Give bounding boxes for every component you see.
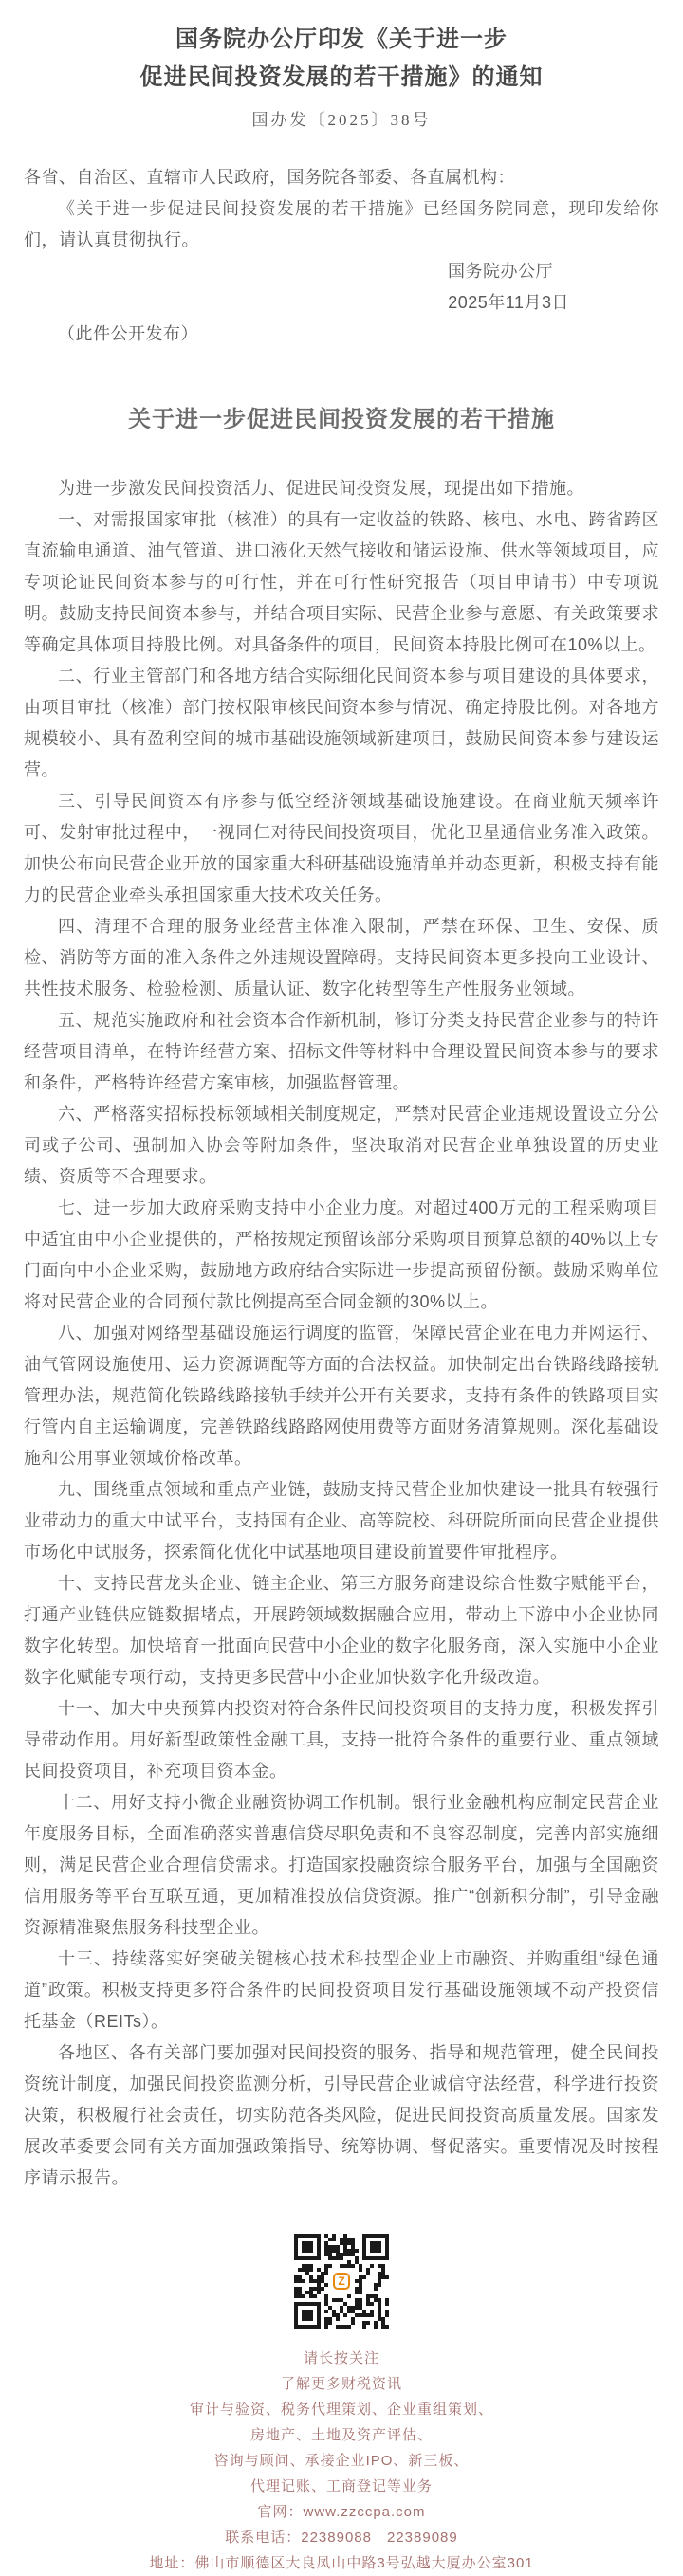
public-release-note: （此件公开发布） (58, 324, 198, 343)
notice-title (24, 21, 659, 97)
measure-item-2: 二、行业主管部门和各地方结合实际细化民间资本参与项目建设的具体要求，由项目审批（核准）部门按权限审核民间资本参与情况、确定持股比例。对各地方规模较小、具有盈利空间的城市基础设施领域新建项目，鼓励民间资本参与建设运营。 (24, 667, 659, 779)
footer-line-info: 了解更多财税资讯 (280, 2376, 402, 2392)
footer-line-services3: 咨询与顾问、承接企业IPO、新三板、 (213, 2453, 470, 2469)
notice-title-line2: 促进民间投资发展的若干措施》的通知 (139, 64, 544, 90)
measure-item-12: 十二、用好支持小微企业融资协调工作机制。银行业金融机构应制定民营企业年度服务目标，全面准确落实普惠信贷尽职免责和不良容忍制度，完善内部实施细则，满足民营企业合理信贷需求。打造国家投融资综合服务平台，加强与全国融资信用服务等平台互联互通，更加精准投放信贷资源。推广“创新积分制”，引导金融资源精准聚焦服务科技型企业。 (24, 1793, 659, 1937)
qr-section (24, 2234, 659, 2329)
signer: 国务院办公厅 (448, 262, 553, 281)
closing-paragraph: 各地区、各有关部门要加强对民间投资的服务、指导和规范管理，健全民间投资统计制度，加强民间投资监测分析，引导民营企业诚信守法经营，科学进行投资决策，积极履行社会责任，切实防范各类风险，促进民间投资高质量发展。国家发展改革委要会同有关方面加强政策指导、统筹协调、督促落实。重要情况及时按程序请示报告。 (24, 2043, 659, 2187)
footer-line-follow: 请长按关注 (303, 2350, 379, 2366)
footer-line-phone: 联系电话：22389088 22389089 (225, 2530, 458, 2546)
footer-line-services2: 房地产、土地及资产评估、 (249, 2427, 433, 2443)
measure-item-1: 一、对需报国家审批（核准）的具有一定收益的铁路、核电、水电、跨省跨区直流输电通道、油气管道、进口液化天然气接收和储运设施、供水等领域项目，应专项论证民间资本参与的可行性，并在可行性研究报告（项目申请书）中专项说明。鼓励支持民间资本参与，并结合项目实际、民营企业参与意愿、有关政策要求等确定具体项目持股比例。对具备条件的项目，民间资本持股比例可在10%以上。 (24, 510, 659, 654)
measure-item-11: 十一、加大中央预算内投资对符合条件民间投资项目的支持力度，积极发挥引导带动作用。用好新型政策性金融工具，支持一批符合条件的重要行业、重点领域民间投资项目，补充项目资本金。 (24, 1699, 659, 1781)
measures-title: 关于进一步促进民间投资发展的若干措施 (128, 407, 555, 432)
qr-logo-glyph: Z (333, 2273, 350, 2290)
measure-item-9: 九、围绕重点领域和重点产业链，鼓励支持民营企业加快建设一批具有较强行业带动力的重大中试平台，支持国有企业、高等院校、科研院所面向民营企业提供市场化中试服务，探索简化优化中试基地项目建设前置要件审批程序。 (24, 1480, 659, 1562)
measure-item-3: 三、引导民间资本有序参与低空经济领域基础设施建设。在商业航天频率许可、发射审批过程中，一视同仁对待民间投资项目，优化卫星通信业务准入政策。加快公布向民营企业开放的国家重大科研基础设施清单并动态更新，积极支持有能力的民营企业牵头承担国家重大技术攻关任务。 (24, 792, 659, 904)
footer-promo (24, 2346, 659, 2576)
measures-body (24, 473, 659, 2194)
footer-line-address: 地址：佛山市顺德区大良凤山中路3号弘越大厦办公室301 (149, 2555, 534, 2571)
measure-item-7: 七、进一步加大政府采购支持中小企业力度。对超过400万元的工程采购项目中适宜由中小企业提供的，严格按规定预留该部分采购项目预算总额的40%以上专门面向中小企业采购，鼓励地方政府结合实际进一步提高预留份额。鼓励采购单位将对民营企业的合同预付款比例提高至合同金额的30%以上。 (24, 1198, 659, 1311)
notice-title-line1: 国务院办公厅印发《关于进一步 (175, 27, 508, 52)
sign-date: 2025年11月3日 (448, 293, 569, 312)
measure-item-13: 十三、持续落实好突破关键核心技术科技型企业上市融资、并购重组“绿色通道”政策。积极支持更多符合条件的民间投资项目发行基础设施领域不动产投资信托基金（REITs）。 (24, 1949, 659, 2031)
intro-paragraph: 《关于进一步促进民间投资发展的若干措施》已经国务院同意，现印发给你们，请认真贯彻执行。 (24, 199, 659, 249)
document-number: 国办发〔2025〕38号 (251, 111, 432, 129)
qr-logo (330, 2270, 353, 2293)
addressee-line: 各省、自治区、直辖市人民政府，国务院各部委、各直属机构： (24, 168, 515, 187)
measure-item-6: 六、严格落实招标投标领域相关制度规定，严禁对民营企业违规设置设立分公司或子公司、强制加入协会等附加条件，坚决取消对民营企业单独设置的历史业绩、资质等不合理要求。 (24, 1105, 659, 1186)
footer-line-website: 官网：www.zzccpa.com (257, 2504, 426, 2520)
measure-item-10: 十、支持民营龙头企业、链主企业、第三方服务商建设综合性数字赋能平台，打通产业链供应链数据堵点，开展跨领域数据融合应用，带动上下游中小企业协同数字化转型。加快培育一批面向民营中小企业的数字化服务商，深入实施中小企业数字化赋能专项行动，支持更多民营中小企业加快数字化升级改造。 (24, 1574, 659, 1687)
measures-intro: 为进一步激发民间投资活力、促进民间投资发展，现提出如下措施。 (58, 479, 584, 498)
footer-line-services4: 代理记账、工商登记等业务 (249, 2478, 433, 2494)
footer-line-services1: 审计与验资、税务代理策划、企业重组策划、 (189, 2402, 493, 2418)
measure-item-5: 五、规范实施政府和社会资本合作新机制，修订分类支持民营企业参与的特许经营项目清单，在特许经营方案、招标文件等材料中合理设置民间资本参与的要求和条件，严格特许经营方案审核，加强监督管理。 (24, 1011, 659, 1092)
qr-code[interactable] (294, 2234, 389, 2329)
measure-item-8: 八、加强对网络型基础设施运行调度的监管，保障民营企业在电力并网运行、油气管网设施使用、运力资源调配等方面的合法权益。加快制定出台铁路线路接轨管理办法，规范简化铁路线路接轨手续并公开有关要求，支持有条件的铁路项目实行管内自主运输调度，完善铁路线路路网使用费等方面财务清算规则。深化基础设施和公用事业领域价格改革。 (24, 1324, 659, 1468)
notice-body (24, 162, 659, 350)
measure-item-4: 四、清理不合理的服务业经营主体准入限制，严禁在环保、卫生、安保、质检、消防等方面的准入条件之外违规设置障碍。支持民间资本更多投向工业设计、共性技术服务、检验检测、质量认证、数字化转型等生产性服务业领域。 (24, 917, 659, 998)
